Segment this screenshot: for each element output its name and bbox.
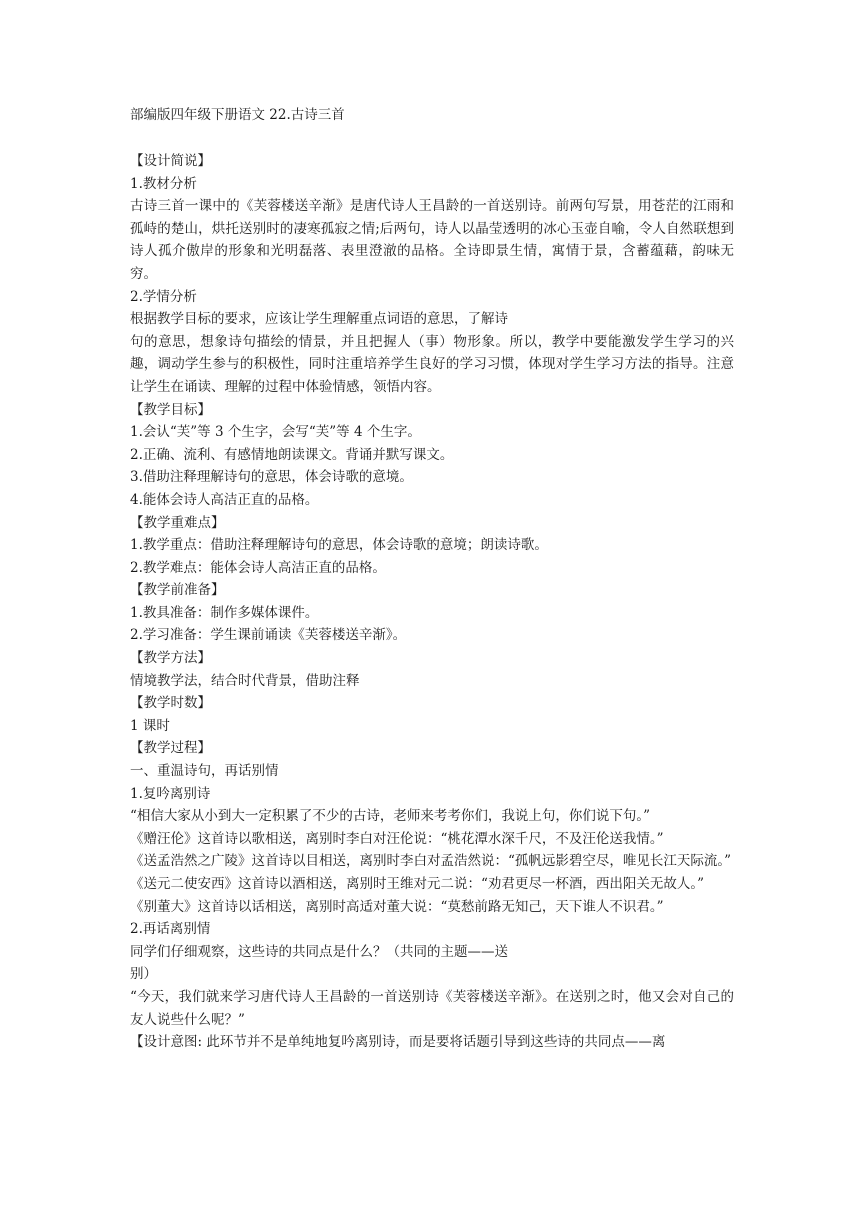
paragraph-poem-bie-dong-da: 《别董大》这首诗以话相送，离别时高适对董大说：“莫愁前路无知己，天下谁人不识君。” (130, 898, 664, 915)
paragraph-design-intent: 【设计意图: 此环节并不是单纯地复吟离别诗，而是要将话题引导到这些诗的共同点——离 (130, 1034, 666, 1051)
goal-item-1: 1.会认“芙”等 3 个生字，会写“芙”等 4 个生字。 (130, 424, 421, 441)
preparation-item-1: 1.教具准备：制作多媒体课件。 (130, 604, 319, 621)
preparation-item-2: 2.学习准备：学生课前诵读《芙蓉楼送辛渐》。 (130, 627, 407, 644)
subheading-review-poems: 1.复吟离别诗 (130, 785, 211, 802)
goal-item-3: 3.借助注释理解诗句的意思，体会诗歌的意境。 (130, 469, 413, 486)
class-hours-text: 1 课时 (130, 717, 170, 734)
paragraph-poem-song-meng-haoran: 《送孟浩然之广陵》这首诗以目相送，离别时李白对孟浩然说：“孤帆远影碧空尽，唯见长江天际流。” (130, 853, 732, 870)
paragraph-question-line2: 别） (130, 966, 157, 983)
paragraph-textbook-analysis: 古诗三首一课中的《芙蓉楼送辛渐》是唐代诗人王昌龄的一首送别诗。前两句写景，用苍茫的江雨和孤峙的楚山，烘托送别时的凄寒孤寂之情;后两句，诗人以晶莹透明的冰心玉壶自喻，令人自然联想到诗人孤介傲岸的形象和光明磊落、表里澄澈的品格。全诗即景生情，寓情于景，含蓄蕴藉，韵味无穷。 (130, 198, 734, 282)
section-heading-class-hours: 【教学时数】 (130, 695, 211, 712)
goal-item-4: 4.能体会诗人高洁正直的品格。 (130, 491, 319, 508)
paragraph-learner-analysis-line2: 句的意思，想象诗句描绘的情景，并且把握人（事）物形象。所以，教学中要能激发学生学习的兴趣，调动学生参与的积极性，同时注重培养学生良好的学习习惯，体现对学生学习方法的指导。注意让学生在诵读、理解的过程中体验情感，领悟内容。 (130, 333, 734, 395)
goal-item-2: 2.正确、流利、有感情地朗读课文。背诵并默写课文。 (130, 446, 454, 463)
subheading-textbook-analysis: 1.教材分析 (130, 175, 197, 192)
paragraph-teacher-prompt: “相信大家从小到大一定积累了不少的古诗，老师来考考你们，我说上句，你们说下句。” (130, 808, 651, 825)
document-title: 部编版四年级下册语文 22.古诗三首 (130, 107, 345, 123)
section-heading-preparation: 【教学前准备】 (130, 582, 225, 599)
subheading-learner-analysis: 2.学情分析 (130, 288, 197, 305)
difficult-point-item: 2.教学难点：能体会诗人高洁正直的品格。 (130, 559, 386, 576)
section-heading-teaching-goals: 【教学目标】 (130, 401, 211, 418)
paragraph-poem-zeng-wang-lun: 《赠汪伦》这首诗以歌相送，离别时李白对汪伦说：“桃花潭水深千尺，不及汪伦送我情。” (130, 830, 664, 847)
section-heading-key-points: 【教学重难点】 (130, 514, 225, 531)
section-heading-methods: 【教学方法】 (130, 650, 211, 667)
subheading-farewell-feelings: 2.再话离别情 (130, 921, 211, 938)
section-heading-design-brief: 【设计简说】 (130, 153, 211, 169)
section-heading-process: 【教学过程】 (130, 740, 211, 757)
paragraph-learner-analysis-line1: 根据教学目标的要求，应该让学生理解重点词语的意思，了解诗 (130, 311, 508, 328)
paragraph-question-line1: 同学们仔细观察，这些诗的共同点是什么？（共同的主题——送 (130, 943, 508, 960)
document-page (130, 104, 734, 1054)
key-point-item: 1.教学重点：借助注释理解诗句的意思，体会诗歌的意境；朗读诗歌。 (130, 537, 548, 554)
methods-text: 情境教学法，结合时代背景，借助注释 (130, 672, 360, 689)
process-step-1-title: 一、重温诗句，再话别情 (130, 763, 279, 780)
paragraph-poem-song-yuan-er: 《送元二使安西》这首诗以酒相送，离别时王维对元二说：“劝君更尽一杯酒，西出阳关无故人。” (130, 876, 705, 892)
paragraph-intro-new-poem: “今天，我们就来学习唐代诗人王昌龄的一首送别诗《芙蓉楼送辛渐》。在送别之时，他又会对自己的友人说些什么呢？” (130, 988, 734, 1028)
